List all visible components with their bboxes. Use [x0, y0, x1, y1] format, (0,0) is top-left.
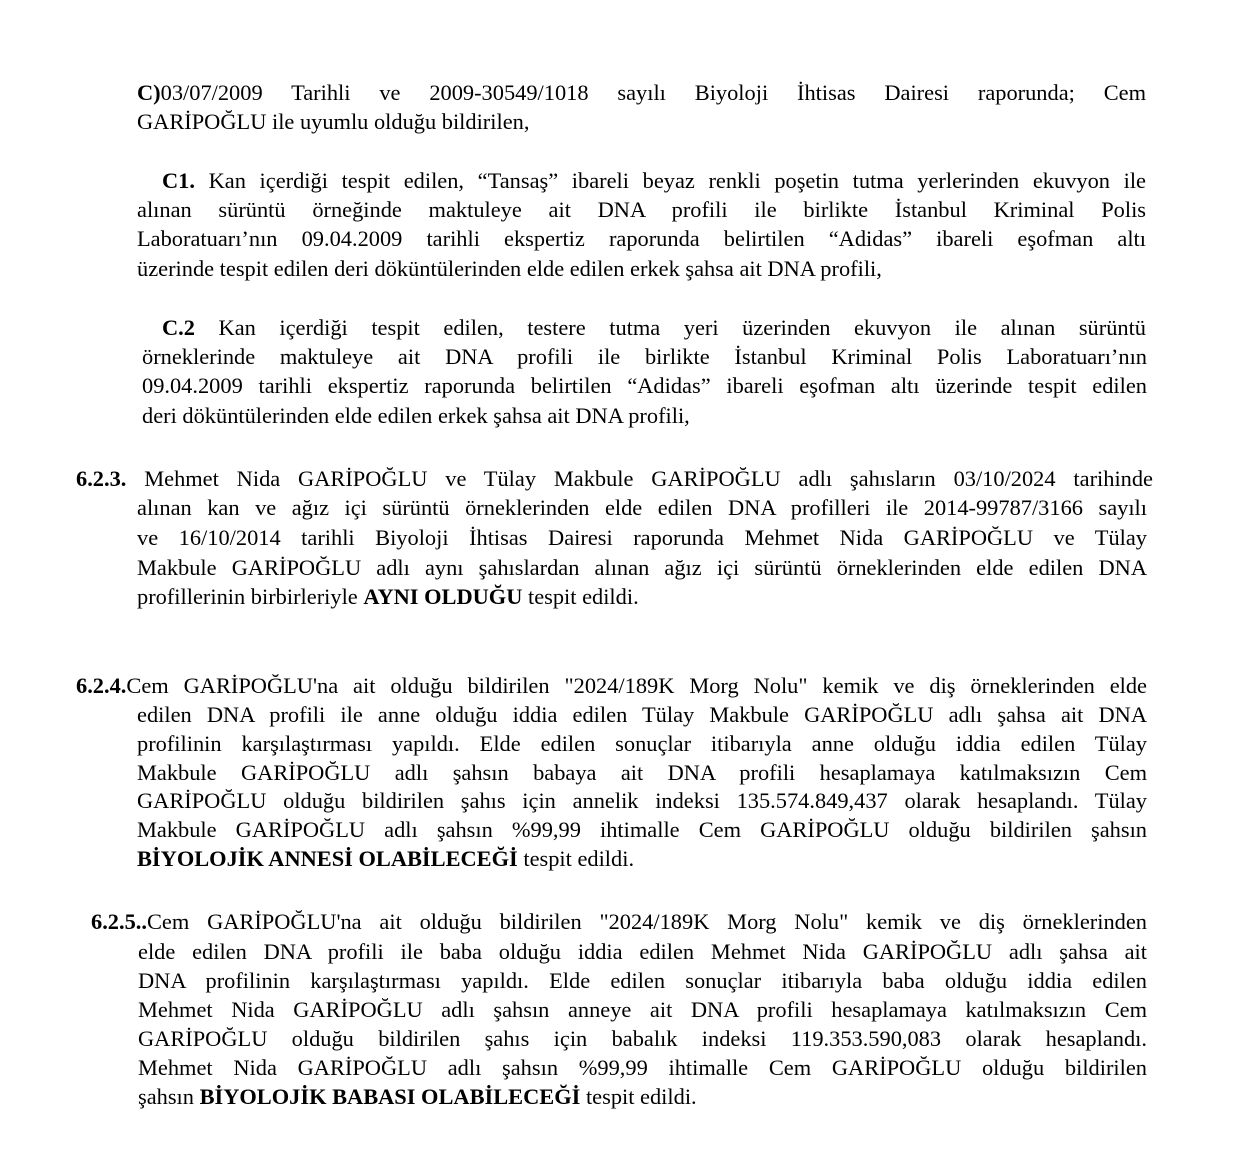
- c2-line-2: örneklerinde maktuleye ait DNA profili ile birlikte İstanbul Kriminal Polis Laboratuarı’nın: [142, 344, 1147, 369]
- s625-line-3: DNA profilinin karşılaştırması yapıldı. Elde edilen sonuçlar itibarıyla baba olduğu iddia edilen: [138, 968, 1147, 993]
- c2-line-4: deri döküntülerinden elde edilen erkek şahsa ait DNA profili,: [142, 403, 690, 428]
- c-label: C): [137, 80, 161, 105]
- s624-line-5: GARİPOĞLU olduğu bildirilen şahıs için annelik indeksi 135.574.849,437 olarak hesaplandı. Tülay: [137, 788, 1147, 813]
- s624-line-3: profilinin karşılaştırması yapıldı. Elde edilen sonuçlar itibarıyla anne olduğu iddia edilen Tülay: [137, 731, 1147, 756]
- s623-line-4: Makbule GARİPOĞLU adlı aynı şahıslardan alınan ağız içi sürüntü örneklerinden elde edilen DNA: [137, 555, 1147, 580]
- s623-label: 6.2.3.: [76, 466, 127, 491]
- s625-line-4: Mehmet Nida GARİPOĞLU adlı şahsın anneye ait DNA profili hesaplamaya katılmaksızın Cem: [138, 997, 1147, 1022]
- c-line-2: GARİPOĞLU ile uyumlu olduğu bildirilen,: [137, 109, 530, 134]
- s623-line-3: ve 16/10/2014 tarihli Biyoloji İhtisas Dairesi raporunda Mehmet Nida GARİPOĞLU ve Tülay: [137, 525, 1147, 550]
- s623-line-1: 6.2.3. Mehmet Nida GARİPOĞLU ve Tülay Makbule GARİPOĞLU adlı şahısların 03/10/2024 tarihinde: [76, 466, 1153, 491]
- c1-line-3: Laboratuarı’nın 09.04.2009 tarihli ekspertiz raporunda belirtilen “Adidas” ibareli eşofman altı: [137, 226, 1146, 251]
- s624-conclusion: BİYOLOJİK ANNESİ OLABİLECEĞİ: [137, 846, 518, 871]
- s623-conclusion: AYNI OLDUĞU: [363, 584, 523, 609]
- s625-line-7: şahsın BİYOLOJİK BABASI OLABİLECEĞİ tespit edildi.: [138, 1084, 697, 1109]
- c2-line-3: 09.04.2009 tarihli ekspertiz raporunda belirtilen “Adidas” ibareli eşofman altı üzerinde tespit edilen: [142, 373, 1147, 398]
- s625-label: 6.2.5..: [91, 909, 147, 934]
- c1-label: C1.: [162, 168, 195, 193]
- c2-label: C.2: [162, 315, 195, 340]
- s625-line-5: GARİPOĞLU olduğu bildirilen şahıs için babalık indeksi 119.353.590,083 olarak hesaplandı.: [138, 1026, 1147, 1051]
- s624-line-1: 6.2.4.Cem GARİPOĞLU'na ait olduğu bildirilen "2024/189K Morg Nolu" kemik ve diş örneklerinden elde: [76, 673, 1147, 698]
- c1-line-2: alınan sürüntü örneğinde maktuleye ait DNA profili ile birlikte İstanbul Kriminal Polis: [137, 197, 1146, 222]
- s625-line-1: 6.2.5..Cem GARİPOĞLU'na ait olduğu bildirilen "2024/189K Morg Nolu" kemik ve diş örneklerinden: [91, 909, 1147, 934]
- s624-line-2: edilen DNA profili ile anne olduğu iddia edilen Tülay Makbule GARİPOĞLU adlı şahsa ait DNA: [137, 702, 1147, 727]
- c1-line-4: üzerinde tespit edilen deri döküntülerinden elde edilen erkek şahsa ait DNA profili,: [137, 256, 882, 281]
- c1-line-1: C1. Kan içerdiği tespit edilen, “Tansaş” ibareli beyaz renkli poşetin tutma yerlerinden ekuvyon ile: [162, 168, 1146, 193]
- s624-line-4: Makbule GARİPOĞLU adlı şahsın babaya ait DNA profili hesaplamaya katılmaksızın Cem: [137, 760, 1147, 785]
- s625-line-6: Mehmet Nida GARİPOĞLU adlı şahsın %99,99 ihtimalle Cem GARİPOĞLU olduğu bildirilen: [138, 1055, 1147, 1080]
- c-line-1: C)03/07/2009 Tarihli ve 2009-30549/1018 sayılı Biyoloji İhtisas Dairesi raporunda; Cem: [137, 80, 1146, 105]
- s623-line-5: profillerinin birbirleriyle AYNI OLDUĞU tespit edildi.: [137, 584, 639, 609]
- c2-line-1: C.2 Kan içerdiği tespit edilen, testere tutma yeri üzerinden ekuvyon ile alınan sürüntü: [162, 315, 1146, 340]
- s623-line-2: alınan kan ve ağız içi sürüntü örneklerinden elde edilen DNA profilleri ile 2014-99787/3166 sayılı: [137, 495, 1147, 520]
- s624-line-6: Makbule GARİPOĞLU adlı şahsın %99,99 ihtimalle Cem GARİPOĞLU olduğu bildirilen şahsın: [137, 817, 1147, 842]
- s625-line-2: elde edilen DNA profili ile baba olduğu iddia edilen Mehmet Nida GARİPOĞLU adlı şahsa ait: [138, 939, 1147, 964]
- s624-label: 6.2.4.: [76, 673, 127, 698]
- s624-line-7: BİYOLOJİK ANNESİ OLABİLECEĞİ tespit edildi.: [137, 846, 635, 871]
- s625-conclusion: BİYOLOJİK BABASI OLABİLECEĞİ: [199, 1084, 581, 1109]
